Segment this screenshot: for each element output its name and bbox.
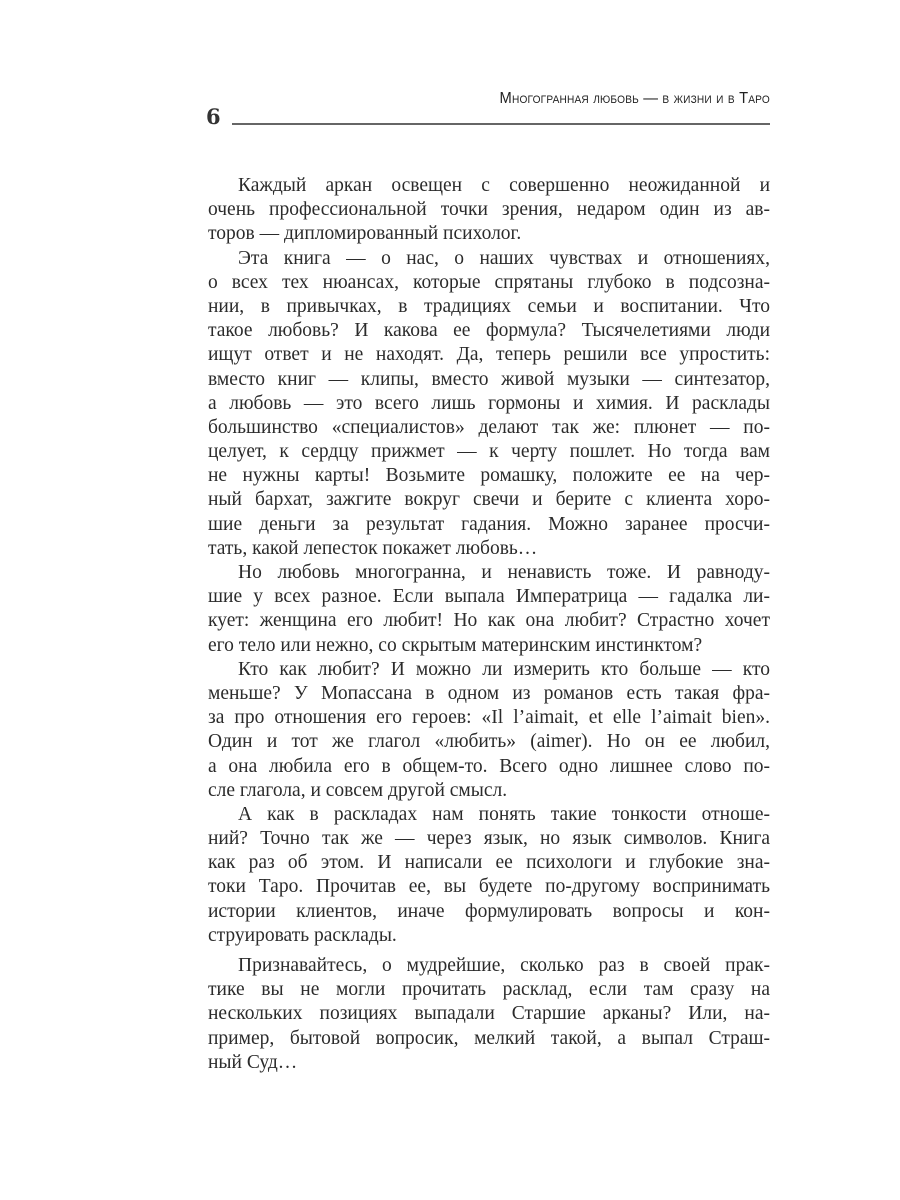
text-line: большинство «специалистов» делают так же: плюнет — по- [208,416,770,438]
text-line: шие у всех разное. Если выпала Императрица — гадалка ли- [208,586,770,608]
text-line: пример, бытовой вопросик, мелкий такой, а выпал Страш- [208,1027,770,1049]
text-line: Признавайтесь, о мудрейшие, сколько раз в своей прак- [238,955,770,976]
text-line: его тело или нежно, со скрытым материнским инстинктом? [208,634,703,656]
text-line: такое любовь? И какова ее формула? Тысячелетиями люди [208,320,770,342]
body-text [208,174,770,1075]
paragraph [208,954,770,1075]
running-head-title: Многогранная любовь — в жизни и в Таро [499,90,770,107]
text-line: ный Суд… [208,1051,298,1073]
text-line: ищут ответ и не находят. Да, теперь решили все упростить: [208,344,770,366]
text-line: Кто как любит? И можно ли измерить кто больше — кто [238,658,770,680]
text-line: торов — дипломированный психолог. [208,223,522,245]
text-line: нии, в привычках, в традициях семьи и воспитании. Что [208,295,770,317]
text-line: ний? Точно так же — через язык, но язык символов. Книга [208,828,770,850]
page-number: 6 [206,104,221,129]
text-line: как раз об этом. И написали ее психологи и глубокие зна- [208,852,770,874]
text-line: нескольких позициях выпадали Старшие арканы? Или, на- [208,1003,770,1025]
text-line: А как в раскладах нам понять такие тонкости отноше- [238,803,770,825]
paragraph [208,561,770,658]
text-line: шие деньги за результат гадания. Можно заранее просчи- [208,513,770,535]
header-rule [232,123,770,125]
text-line: за про отношения его героев: «Il l’aimait, et elle l’aimait bien». [208,707,770,729]
paragraph [208,174,770,247]
text-line: струировать расклады. [208,924,397,946]
text-line: вместо книг — клипы, вместо живой музыки — синтезатор, [208,368,770,390]
text-line: о всех тех нюансах, которые спрятаны глубоко в подсозна- [208,271,770,293]
text-line: Каждый аркан освещен с совершенно неожиданной и [238,175,770,196]
text-line: не нужны карты! Возьмите ромашку, положите ее на чер- [208,465,770,487]
text-line: а она любила его в общем-то. Всего одно лишнее слово по- [208,755,770,777]
text-line: кует: женщина его любит! Но как она любит? Страстно хочет [208,610,770,632]
text-line: ный бархат, зажгите вокруг свечи и берите с клиента хоро- [208,489,770,511]
text-line: Но любовь многогранна, и ненависть тоже. И равноду- [238,562,770,583]
text-line: токи Таро. Прочитав ее, вы будете по-другому воспринимать [208,876,770,898]
paragraph [208,803,770,948]
paragraph [208,247,770,561]
paragraph [208,658,770,803]
text-line: очень профессиональной точки зрения, недаром один из ав- [208,199,770,221]
text-line: тике вы не могли прочитать расклад, если там сразу на [208,979,770,1001]
text-line: а любовь — это всего лишь гормоны и химия. И расклады [208,392,770,414]
text-line: истории клиентов, иначе формулировать вопросы и кон- [208,900,770,922]
text-line: тать, какой лепесток покажет любовь… [208,537,538,559]
text-line: целует, к сердцу прижмет — к черту пошлет. Но тогда вам [208,441,770,463]
text-line: меньше? У Мопассана в одном из романов есть такая фра- [208,682,770,704]
text-line: Эта книга — о нас, о наших чувствах и отношениях, [238,247,770,269]
text-line: Один и тот же глагол «любить» (aimer). Но он ее любил, [208,731,770,753]
text-line: сле глагола, и совсем другой смысл. [208,779,508,801]
